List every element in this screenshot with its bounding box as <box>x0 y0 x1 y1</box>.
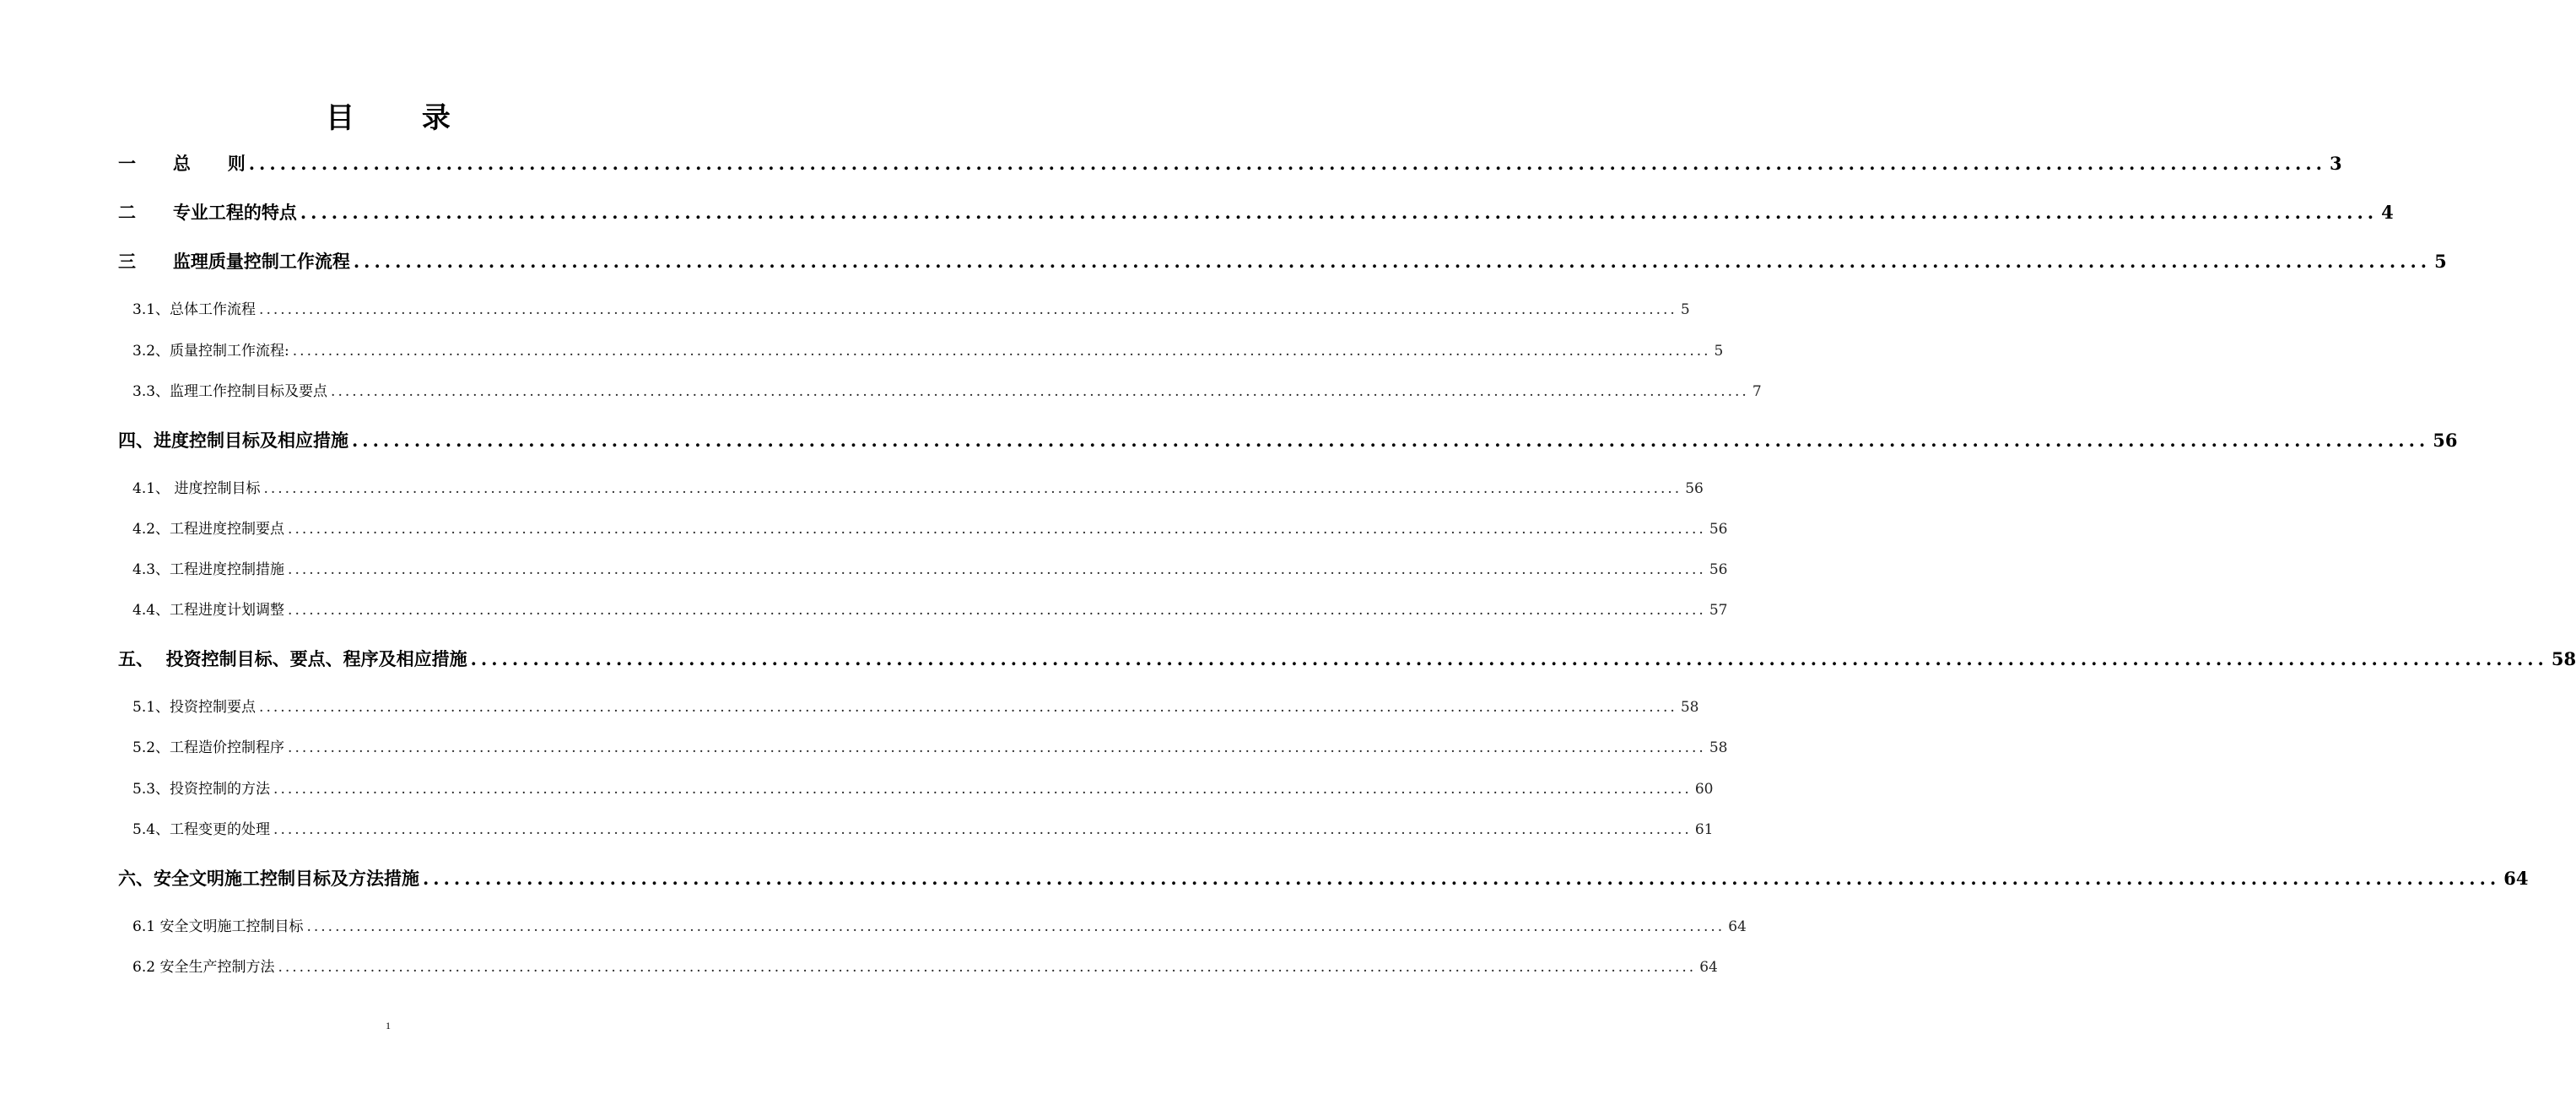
toc-entry[interactable] <box>132 955 1718 977</box>
toc-entry-page: 64 <box>1728 918 1747 935</box>
toc-leader-dots: ........................................................................................................................................................................................................ <box>278 959 1697 976</box>
toc-entry-page: 64 <box>1699 959 1718 976</box>
toc-leader-dots: ........................................................................................................................................................................................................ <box>353 251 2432 272</box>
toc-leader-dots: ........................................................................................................................................................................................................ <box>300 202 2379 223</box>
toc-entry-label: 二 专业工程的特点 <box>118 202 297 223</box>
toc-entry-page: 58 <box>1680 699 1699 716</box>
toc-leader-dots: ........................................................................................................................................................................................................ <box>259 699 1677 716</box>
page-title: 目 录 <box>326 101 479 135</box>
toc-entry[interactable] <box>118 646 2576 671</box>
toc-entry[interactable] <box>132 557 1728 579</box>
toc-entry-label: 三 监理质量控制工作流程 <box>118 251 350 272</box>
toc-leader-dots: ........................................................................................................................................................................................................ <box>263 480 1682 497</box>
toc-entry[interactable] <box>118 150 2342 176</box>
toc-entry-label: 5.2、工程造价控制程序 <box>132 739 285 756</box>
toc-leader-dots: ........................................................................................................................................................................................................ <box>288 561 1706 578</box>
footer-page-number: 1 <box>386 1020 391 1031</box>
toc-entry-label: 3.2、质量控制工作流程: <box>132 343 289 360</box>
toc-entry-label: 4.3、工程进度控制措施 <box>132 561 285 578</box>
toc-entry-label: 3.1、总体工作流程 <box>132 301 257 318</box>
toc-leader-dots: ........................................................................................................................................................................................................ <box>248 153 2326 174</box>
toc-entry-label: 5.4、工程变更的处理 <box>132 821 271 838</box>
toc-entry-page: 61 <box>1694 821 1714 838</box>
toc-entry[interactable] <box>132 817 1714 839</box>
toc-entry-page: 64 <box>2503 868 2529 889</box>
toc-leader-dots: ........................................................................................................................................................................................................ <box>288 602 1706 619</box>
toc-entry-page: 3 <box>2329 153 2342 174</box>
toc-entry-page: 56 <box>1709 561 1728 578</box>
toc-entry[interactable] <box>132 517 1728 539</box>
toc-entry-label: 6.2 安全生产控制方法 <box>132 959 275 976</box>
toc-entry-page: 5 <box>2434 251 2447 272</box>
toc-leader-dots: ........................................................................................................................................................................................................ <box>423 868 2501 889</box>
toc-entry[interactable] <box>132 695 1699 717</box>
toc-entry-label: 五、 投资控制目标、要点、程序及相应措施 <box>118 648 467 669</box>
toc-entry-label: 5.1、投资控制要点 <box>132 699 257 716</box>
toc-entry-page: 56 <box>2433 430 2458 451</box>
toc-entry-label: 6.1 安全文明施工控制目标 <box>132 918 304 935</box>
toc-leader-dots: ........................................................................................................................................................................................................ <box>352 430 2430 451</box>
toc-entry-page: 60 <box>1694 781 1714 798</box>
toc-leader-dots: ........................................................................................................................................................................................................ <box>273 781 1692 798</box>
toc-entry-page: 57 <box>1709 602 1728 619</box>
toc-entry[interactable] <box>132 598 1728 620</box>
toc-entry-label: 5.3、投资控制的方法 <box>132 781 271 798</box>
toc-entry[interactable] <box>118 199 2394 225</box>
toc-entry[interactable] <box>118 865 2529 891</box>
toc-entry[interactable] <box>132 338 1724 360</box>
toc-entry-page: 58 <box>2551 648 2576 669</box>
toc-leader-dots: ........................................................................................................................................................................................................ <box>470 648 2548 669</box>
toc-entry-label: 四、进度控制目标及相应措施 <box>118 430 348 451</box>
toc-leader-dots: ........................................................................................................................................................................................................ <box>292 343 1711 360</box>
toc-leader-dots: ........................................................................................................................................................................................................ <box>288 739 1706 756</box>
toc-entry[interactable] <box>118 427 2458 452</box>
toc-leader-dots: ........................................................................................................................................................................................................ <box>288 521 1706 538</box>
toc-entry[interactable] <box>132 914 1747 936</box>
toc-entry[interactable] <box>132 777 1714 799</box>
toc-entry-page: 56 <box>1709 521 1728 538</box>
toc-entry[interactable] <box>118 248 2447 273</box>
toc-leader-dots: ........................................................................................................................................................................................................ <box>259 301 1677 318</box>
toc-entry-label: 六、安全文明施工控制目标及方法措施 <box>118 868 419 889</box>
toc-entry-page: 56 <box>1685 480 1704 497</box>
toc-entry[interactable] <box>132 297 1690 319</box>
toc-entry-page: 5 <box>1680 301 1690 318</box>
toc-entry[interactable] <box>132 379 1762 401</box>
toc-entry-page: 7 <box>1752 383 1762 400</box>
toc-entry-label: 4.2、工程进度控制要点 <box>132 521 285 538</box>
toc-entry-label: 4.4、工程进度计划调整 <box>132 602 285 619</box>
toc-entry-page: 5 <box>1714 343 1724 360</box>
toc-entry-page: 58 <box>1709 739 1728 756</box>
toc-entry-page: 4 <box>2381 202 2394 223</box>
toc-leader-dots: ........................................................................................................................................................................................................ <box>273 821 1692 838</box>
toc-leader-dots: ........................................................................................................................................................................................................ <box>306 918 1725 935</box>
toc-entry-label: 3.3、监理工作控制目标及要点 <box>132 383 328 400</box>
toc-entry[interactable] <box>132 476 1704 498</box>
toc-entry[interactable] <box>132 735 1728 757</box>
toc-leader-dots: ........................................................................................................................................................................................................ <box>331 383 1749 400</box>
toc-entry-label: 4.1、 进度控制目标 <box>132 480 261 497</box>
toc-entry-label: 一 总 则 <box>118 153 246 174</box>
